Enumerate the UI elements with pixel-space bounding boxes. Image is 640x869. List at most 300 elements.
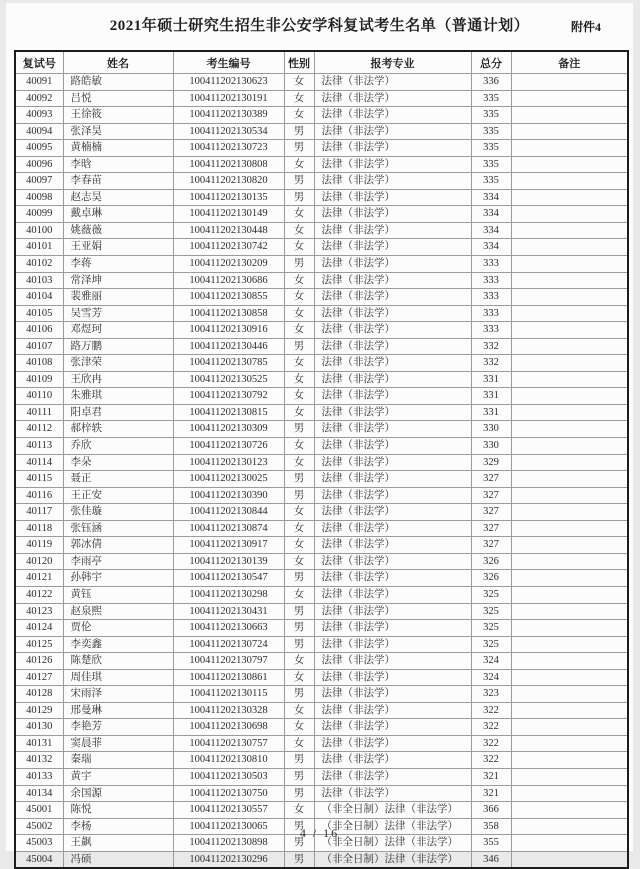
table-cell: 325 (471, 603, 511, 620)
table-header-row (15, 51, 628, 74)
table-cell: 40129 (15, 702, 63, 719)
table-cell: 330 (471, 438, 511, 455)
table-cell: 女 (284, 802, 314, 819)
table-row (15, 156, 628, 173)
table-cell: 100411202130389 (173, 107, 284, 124)
table-cell (511, 74, 628, 91)
table-cell: 327 (471, 537, 511, 554)
table-cell: 100411202130534 (173, 123, 284, 140)
table-cell: 40092 (15, 90, 63, 107)
table-cell (511, 322, 628, 339)
table-cell: 324 (471, 653, 511, 670)
table-cell: 李奕鑫 (63, 636, 173, 653)
table-cell: 王亚娟 (63, 239, 173, 256)
table-cell: 331 (471, 388, 511, 405)
table-cell: 100411202130810 (173, 752, 284, 769)
table-cell: 40102 (15, 256, 63, 273)
table-cell: 100411202130858 (173, 305, 284, 322)
table-cell: 常泽坤 (63, 272, 173, 289)
table-cell: （非全日制）法律（非法学） (314, 802, 471, 819)
table-cell: 100411202130898 (173, 835, 284, 852)
table-cell: 40095 (15, 140, 63, 157)
table-cell: 333 (471, 272, 511, 289)
table-cell: 邢曼琳 (63, 702, 173, 719)
table-cell: 张津荣 (63, 355, 173, 372)
table-cell (511, 189, 628, 206)
table-cell (511, 272, 628, 289)
table-cell: 100411202130916 (173, 322, 284, 339)
table-row (15, 107, 628, 124)
table-cell (511, 123, 628, 140)
table-cell: 40097 (15, 173, 63, 190)
table-cell: 女 (284, 454, 314, 471)
table-cell: 40113 (15, 438, 63, 455)
table-row (15, 454, 628, 471)
table-row (15, 653, 628, 670)
table-cell: 法律（非法学） (314, 107, 471, 124)
table-cell: 327 (471, 471, 511, 488)
table-cell: 40127 (15, 669, 63, 686)
table-cell: 40114 (15, 454, 63, 471)
table-row (15, 520, 628, 537)
table-cell (511, 851, 628, 868)
table-cell: 40110 (15, 388, 63, 405)
table-cell: 332 (471, 338, 511, 355)
table-cell: 100411202130328 (173, 702, 284, 719)
table-row (15, 189, 628, 206)
table-cell: 321 (471, 768, 511, 785)
table-row (15, 140, 628, 157)
table-cell: 100411202130623 (173, 74, 284, 91)
table-cell: 女 (284, 355, 314, 372)
table-cell: 男 (284, 471, 314, 488)
table-cell: 100411202130431 (173, 603, 284, 620)
table-cell: 王正安 (63, 487, 173, 504)
table-cell: 45002 (15, 818, 63, 835)
table-cell: 40117 (15, 504, 63, 521)
table-cell: 100411202130446 (173, 338, 284, 355)
table-cell: 355 (471, 835, 511, 852)
table-cell (511, 586, 628, 603)
table-cell: 327 (471, 487, 511, 504)
document-page (6, 3, 633, 865)
table-row (15, 322, 628, 339)
table-cell: 男 (284, 123, 314, 140)
table-cell: 335 (471, 90, 511, 107)
table-cell: 王欣冉 (63, 371, 173, 388)
table-cell (511, 785, 628, 802)
table-cell: 40119 (15, 537, 63, 554)
table-cell: 40134 (15, 785, 63, 802)
table-row (15, 239, 628, 256)
table-cell (511, 90, 628, 107)
table-cell: 路皓敏 (63, 74, 173, 91)
table-cell: 法律（非法学） (314, 752, 471, 769)
table-row (15, 735, 628, 752)
table-cell: （非全日制）法律（非法学） (314, 835, 471, 852)
table-row (15, 603, 628, 620)
page-number: 4 / 16 (299, 826, 340, 840)
table-row (15, 504, 628, 521)
table-row (15, 305, 628, 322)
table-cell: 45001 (15, 802, 63, 819)
table-cell: 宋雨泽 (63, 686, 173, 703)
table-cell: 李朵 (63, 454, 173, 471)
table-row (15, 421, 628, 438)
table-cell: 100411202130726 (173, 438, 284, 455)
table-cell: 周佳琪 (63, 669, 173, 686)
table-cell: 路万鹏 (63, 338, 173, 355)
table-cell: 吴雪芳 (63, 305, 173, 322)
table-body (15, 74, 628, 869)
table-cell: 女 (284, 735, 314, 752)
table-cell: 郭冰倩 (63, 537, 173, 554)
column-header: 性别 (284, 51, 314, 74)
table-row (15, 222, 628, 239)
table-row (15, 173, 628, 190)
table-row (15, 272, 628, 289)
table-cell: 335 (471, 173, 511, 190)
table-cell: 女 (284, 504, 314, 521)
table-cell: 法律（非法学） (314, 338, 471, 355)
table-cell: 40096 (15, 156, 63, 173)
table-row (15, 471, 628, 488)
table-cell (511, 239, 628, 256)
table-cell (511, 636, 628, 653)
table-row (15, 620, 628, 637)
table-cell: 100411202130139 (173, 553, 284, 570)
table-cell: 男 (284, 785, 314, 802)
table-cell: 335 (471, 156, 511, 173)
table-cell (511, 206, 628, 223)
table-cell (511, 537, 628, 554)
table-cell (511, 719, 628, 736)
table-cell: 100411202130525 (173, 371, 284, 388)
table-cell: 40125 (15, 636, 63, 653)
table-cell: 40109 (15, 371, 63, 388)
table-cell: 40118 (15, 520, 63, 537)
table-cell: 法律（非法学） (314, 768, 471, 785)
table-cell: 女 (284, 107, 314, 124)
table-cell: 335 (471, 140, 511, 157)
table-cell: 法律（非法学） (314, 553, 471, 570)
table-cell: 100411202130298 (173, 586, 284, 603)
table-cell: 孙韩宇 (63, 570, 173, 587)
table-cell: 吕悦 (63, 90, 173, 107)
table-cell: 法律（非法学） (314, 735, 471, 752)
table-cell: 女 (284, 222, 314, 239)
table-cell: 法律（非法学） (314, 504, 471, 521)
table-cell: 331 (471, 404, 511, 421)
table-cell: 40099 (15, 206, 63, 223)
table-cell: 40101 (15, 239, 63, 256)
table-cell (511, 570, 628, 587)
table-cell: 法律（非法学） (314, 173, 471, 190)
table-cell: 女 (284, 669, 314, 686)
table-cell: 黄宇 (63, 768, 173, 785)
table-cell: 100411202130115 (173, 686, 284, 703)
table-cell (511, 620, 628, 637)
table-row (15, 371, 628, 388)
table-cell: 100411202130808 (173, 156, 284, 173)
table-cell: 40123 (15, 603, 63, 620)
table-cell: 322 (471, 702, 511, 719)
table-cell: 100411202130861 (173, 669, 284, 686)
table-cell: 40128 (15, 686, 63, 703)
table-cell: 335 (471, 123, 511, 140)
table-cell: 法律（非法学） (314, 206, 471, 223)
table-cell: （非全日制）法律（非法学） (314, 851, 471, 868)
table-cell: 男 (284, 173, 314, 190)
table-cell: 赵泉熙 (63, 603, 173, 620)
table-row (15, 74, 628, 91)
table-cell: 法律（非法学） (314, 454, 471, 471)
table-cell: 100411202130724 (173, 636, 284, 653)
table-cell (511, 140, 628, 157)
page-title: 2021年硕士研究生招生非公安学科复试考生名单（普通计划） (109, 18, 530, 34)
table-cell: 男 (284, 768, 314, 785)
table-cell: 40106 (15, 322, 63, 339)
table-cell: 335 (471, 107, 511, 124)
table-cell: 40098 (15, 189, 63, 206)
table-cell: 100411202130065 (173, 818, 284, 835)
table-cell: 366 (471, 802, 511, 819)
table-cell (511, 603, 628, 620)
table-cell (511, 669, 628, 686)
table-cell: 法律（非法学） (314, 239, 471, 256)
table-cell: 100411202130792 (173, 388, 284, 405)
table-cell: 40120 (15, 553, 63, 570)
table-cell: 327 (471, 504, 511, 521)
table-cell (511, 173, 628, 190)
table-cell: 40124 (15, 620, 63, 637)
table-cell: 法律（非法学） (314, 586, 471, 603)
table-cell: 法律（非法学） (314, 686, 471, 703)
table-cell: 女 (284, 653, 314, 670)
table-cell: 324 (471, 669, 511, 686)
table-cell (511, 520, 628, 537)
table-cell: 100411202130547 (173, 570, 284, 587)
table-cell: 法律（非法学） (314, 222, 471, 239)
table-cell: 黄楠楠 (63, 140, 173, 157)
table-cell: 法律（非法学） (314, 388, 471, 405)
table-cell (511, 438, 628, 455)
table-cell: 326 (471, 553, 511, 570)
table-cell: 40130 (15, 719, 63, 736)
table-cell: 男 (284, 256, 314, 273)
table-cell (511, 107, 628, 124)
table-cell: 100411202130815 (173, 404, 284, 421)
table-cell: 女 (284, 239, 314, 256)
table-row (15, 404, 628, 421)
candidates-table (14, 50, 629, 869)
table-cell: 女 (284, 74, 314, 91)
table-cell: 黄钰 (63, 586, 173, 603)
table-cell: 100411202130742 (173, 239, 284, 256)
table-cell: 裴雅丽 (63, 289, 173, 306)
table-cell: 327 (471, 520, 511, 537)
table-row (15, 686, 628, 703)
table-cell: 334 (471, 189, 511, 206)
table-cell: 322 (471, 735, 511, 752)
table-cell: 333 (471, 322, 511, 339)
table-cell: 40094 (15, 123, 63, 140)
table-cell: 100411202130025 (173, 471, 284, 488)
table-cell: 40111 (15, 404, 63, 421)
table-cell: 女 (284, 537, 314, 554)
table-cell: 男 (284, 140, 314, 157)
table-cell: 女 (284, 305, 314, 322)
table-cell: 334 (471, 239, 511, 256)
table-cell: 100411202130785 (173, 355, 284, 372)
table-row (15, 752, 628, 769)
table-cell: 40131 (15, 735, 63, 752)
table-cell: 40133 (15, 768, 63, 785)
table-cell: 40100 (15, 222, 63, 239)
table-cell: 法律（非法学） (314, 305, 471, 322)
table-cell (511, 338, 628, 355)
table-cell: 45003 (15, 835, 63, 852)
table-cell: 40107 (15, 338, 63, 355)
table-cell: 法律（非法学） (314, 669, 471, 686)
table-cell: 40115 (15, 471, 63, 488)
table-cell (511, 421, 628, 438)
table-cell: 李艳芳 (63, 719, 173, 736)
column-header: 复试号 (15, 51, 63, 74)
table-cell: 100411202130663 (173, 620, 284, 637)
table-cell: 326 (471, 570, 511, 587)
table-cell: 法律（非法学） (314, 256, 471, 273)
table-cell: 戴卓琳 (63, 206, 173, 223)
table-cell: 男 (284, 570, 314, 587)
table-row (15, 702, 628, 719)
table-cell: 乔欣 (63, 438, 173, 455)
table-row (15, 768, 628, 785)
table-cell: 100411202130503 (173, 768, 284, 785)
table-cell: 法律（非法学） (314, 90, 471, 107)
table-cell: 100411202130820 (173, 173, 284, 190)
table-cell: 法律（非法学） (314, 74, 471, 91)
table-cell: 郝梓轶 (63, 421, 173, 438)
table-cell: 325 (471, 636, 511, 653)
table-cell: 40103 (15, 272, 63, 289)
table-cell: 40121 (15, 570, 63, 587)
table-cell: 男 (284, 603, 314, 620)
table-cell: 法律（非法学） (314, 719, 471, 736)
table-cell: 100411202130135 (173, 189, 284, 206)
table-cell: 330 (471, 421, 511, 438)
table-cell: 法律（非法学） (314, 653, 471, 670)
table-cell: 40116 (15, 487, 63, 504)
table-cell (511, 702, 628, 719)
table-cell: 100411202130309 (173, 421, 284, 438)
table-cell (511, 735, 628, 752)
table-cell (511, 553, 628, 570)
table-cell: 332 (471, 355, 511, 372)
table-cell: 100411202130750 (173, 785, 284, 802)
table-cell: 333 (471, 256, 511, 273)
table-cell: 男 (284, 818, 314, 835)
table-cell (511, 355, 628, 372)
table-row (15, 438, 628, 455)
table-cell: 张佳璇 (63, 504, 173, 521)
table-cell: 40126 (15, 653, 63, 670)
table-row (15, 123, 628, 140)
table-cell: 100411202130874 (173, 520, 284, 537)
table-cell: 40122 (15, 586, 63, 603)
table-cell: 女 (284, 322, 314, 339)
table-cell: 李春苗 (63, 173, 173, 190)
table-cell: 女 (284, 520, 314, 537)
table-cell: 男 (284, 487, 314, 504)
table-cell: 法律（非法学） (314, 123, 471, 140)
table-cell: 李蒋 (63, 256, 173, 273)
table-cell: 王飙 (63, 835, 173, 852)
table-cell: 李杨 (63, 818, 173, 835)
table-cell: 女 (284, 553, 314, 570)
table-cell: 100411202130686 (173, 272, 284, 289)
table-cell: 法律（非法学） (314, 603, 471, 620)
column-header: 备注 (511, 51, 628, 74)
table-cell (511, 454, 628, 471)
table-cell (511, 487, 628, 504)
table-cell: 法律（非法学） (314, 438, 471, 455)
column-header: 考生编号 (173, 51, 284, 74)
table-cell: 100411202130296 (173, 851, 284, 868)
table-cell: 女 (284, 206, 314, 223)
table-cell: 331 (471, 371, 511, 388)
table-row (15, 851, 628, 868)
table-cell: 男 (284, 636, 314, 653)
table-cell: 男 (284, 338, 314, 355)
table-row (15, 553, 628, 570)
attachment-label: 附件4 (570, 20, 601, 34)
table-cell: 法律（非法学） (314, 471, 471, 488)
table-cell: 李雨亭 (63, 553, 173, 570)
table-row (15, 355, 628, 372)
table-cell: 法律（非法学） (314, 156, 471, 173)
table-row (15, 802, 628, 819)
table-cell: 358 (471, 818, 511, 835)
table-cell: 40104 (15, 289, 63, 306)
table-cell: 100411202130698 (173, 719, 284, 736)
table-row (15, 388, 628, 405)
table-cell: 100411202130191 (173, 90, 284, 107)
table-cell: 325 (471, 586, 511, 603)
table-cell: 姚薇薇 (63, 222, 173, 239)
table-cell: 法律（非法学） (314, 371, 471, 388)
table-cell: 323 (471, 686, 511, 703)
table-cell (511, 653, 628, 670)
table-cell: 336 (471, 74, 511, 91)
table-cell: 聂正 (63, 471, 173, 488)
table-cell: 100411202130390 (173, 487, 284, 504)
table-cell: 女 (284, 272, 314, 289)
table-cell (511, 222, 628, 239)
table-cell: 40108 (15, 355, 63, 372)
table-cell: 40093 (15, 107, 63, 124)
table-row (15, 669, 628, 686)
table-cell: 李晗 (63, 156, 173, 173)
table-cell: 男 (284, 620, 314, 637)
table-cell: 100411202130797 (173, 653, 284, 670)
table-cell: 法律（非法学） (314, 404, 471, 421)
table-cell (511, 156, 628, 173)
table-cell: 334 (471, 206, 511, 223)
table-row (15, 487, 628, 504)
table-cell: 男 (284, 421, 314, 438)
table-cell: 女 (284, 404, 314, 421)
